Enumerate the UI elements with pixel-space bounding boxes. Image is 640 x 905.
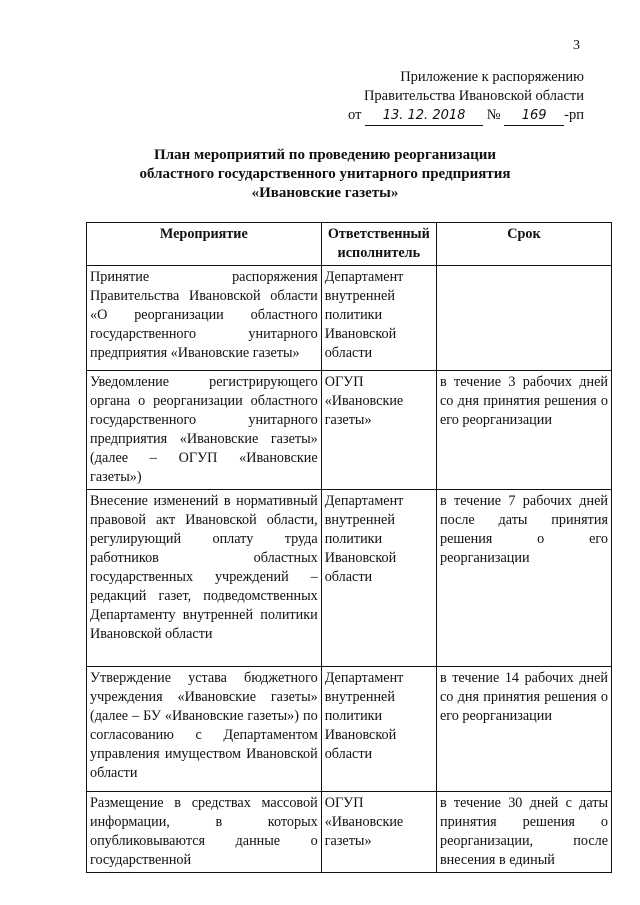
page-number: 3 xyxy=(573,38,580,53)
title-line-2: областного государственного унитарного предприятия xyxy=(139,166,511,182)
header-responsible: Ответственный исполнитель xyxy=(321,223,436,266)
order-date: 13. 12. 2018 xyxy=(365,106,483,126)
row-deadline: в течение 14 рабочих дней со дня принятия решения о его реорганизации xyxy=(436,667,611,792)
order-number: 169 xyxy=(504,106,564,126)
table-row xyxy=(87,792,612,873)
number-label: № xyxy=(486,107,501,123)
title-line-1: План мероприятий по проведению реорганизации xyxy=(153,147,497,163)
row-deadline: в течение 7 рабочих дней после даты принятия решения о его реорганизации xyxy=(436,490,611,667)
appendix-date-line xyxy=(348,106,584,126)
header-deadline: Срок xyxy=(436,223,611,266)
title-line-3: «Ивановские газеты» xyxy=(251,185,399,201)
row-responsible: ОГУП «Ивановские газеты» xyxy=(321,371,436,490)
row-activity: Размещение в средствах массовой информации, в которых опубликовываются данные о государственной xyxy=(87,792,322,873)
row-deadline xyxy=(436,266,611,371)
row-responsible: Департамент внутренней политики Ивановской области xyxy=(321,490,436,667)
header-activity: Мероприятие xyxy=(87,223,322,266)
from-label: от xyxy=(348,107,362,123)
appendix-block xyxy=(348,68,584,126)
order-suffix: -рп xyxy=(564,107,584,123)
appendix-line-1: Приложение к распоряжению xyxy=(400,69,584,85)
table-row xyxy=(87,667,612,792)
table-row xyxy=(87,371,612,490)
row-deadline: в течение 30 дней с даты принятия решения о реорганизации, после внесения в единый xyxy=(436,792,611,873)
appendix-line-2: Правительства Ивановской области xyxy=(363,88,584,104)
row-responsible: Департамент внутренней политики Ивановской области xyxy=(321,266,436,371)
row-deadline: в течение 3 рабочих дней со дня принятия решения о его реорганизации xyxy=(436,371,611,490)
row-activity: Уведомление регистрирующего органа о реорганизации областного государственного унитарного предприятия «Ивановские газеты» (далее – ОГУП «Ивановские газеты») xyxy=(87,371,322,490)
table-header-row xyxy=(87,223,612,266)
row-activity: Принятие распоряжения Правительства Ивановской области «О реорганизации областного государственного унитарного предприятия «Ивановские газеты» xyxy=(87,266,322,371)
row-responsible: ОГУП «Ивановские газеты» xyxy=(321,792,436,873)
table-row xyxy=(87,266,612,371)
row-responsible: Департамент внутренней политики Ивановской области xyxy=(321,667,436,792)
table-row xyxy=(87,490,612,667)
row-activity: Внесение изменений в нормативный правовой акт Ивановской области, регулирующий оплату труда работников областных государственных учреждений – редакций газет, подведомственных Департаменту внутренней политики Ивановской области xyxy=(87,490,322,667)
plan-table xyxy=(86,222,612,873)
document-title xyxy=(90,146,560,203)
row-activity: Утверждение устава бюджетного учреждения «Ивановские газеты» (далее – БУ «Ивановские газеты») по согласованию с Департаментом управления имуществом Ивановской области xyxy=(87,667,322,792)
